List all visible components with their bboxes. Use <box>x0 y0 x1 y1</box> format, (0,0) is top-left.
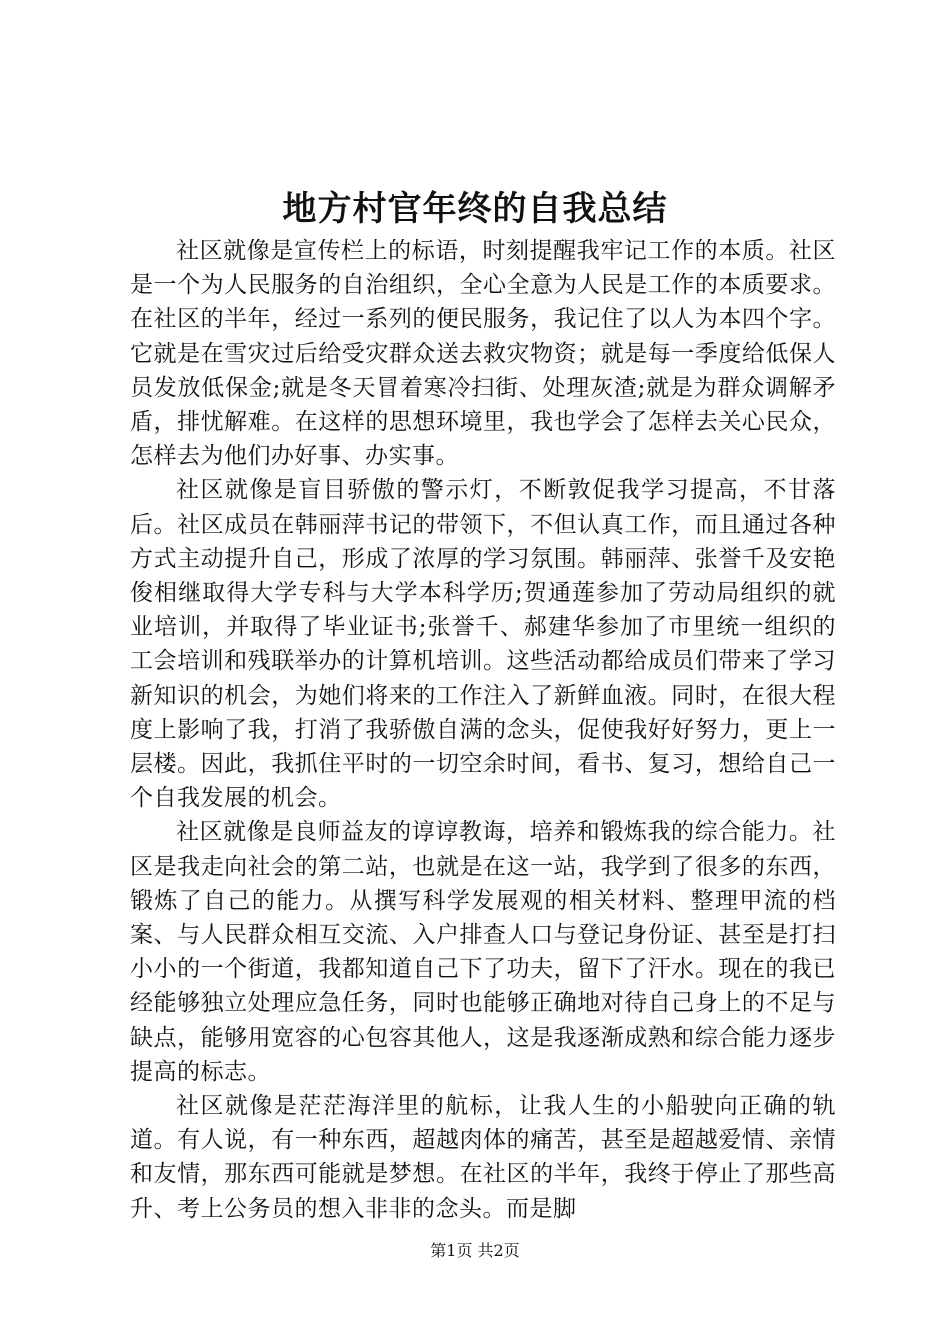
paragraph-4: 社区就像是茫茫海洋里的航标，让我人生的小船驶向正确的轨道。有人说，有一种东西，超越肉体的痛苦，甚至是超越爱情、亲情和友情，那东西可能就是梦想。在社区的半年，我终于停止了那些高升、考上公务员的想入非非的念头。而是脚 <box>130 1093 836 1222</box>
document-body <box>130 234 836 1226</box>
paragraph-2: 社区就像是盲目骄傲的警示灯，不断敦促我学习提高，不甘落后。社区成员在韩丽萍书记的带领下，不但认真工作，而且通过各种方式主动提升自己，形成了浓厚的学习氛围。韩丽萍、张誉千及安艳俊相继取得大学专科与大学本科学历;贺通莲参加了劳动局组织的就业培训，并取得了毕业证书;张誉千、郝建华参加了市里统一组织的工会培训和残联举办的计算机培训。这些活动都给成员们带来了学习新知识的机会，为她们将来的工作注入了新鲜血液。同时，在很大程度上影响了我，打消了我骄傲自满的念头，促使我好好努力，更上一层楼。因此，我抓住平时的一切空余时间，看书、复习，想给自己一个自我发展的机会。 <box>130 477 836 812</box>
document-title: 地方村官年终的自我总结 <box>282 189 668 229</box>
paragraph-1: 社区就像是宣传栏上的标语，时刻提醒我牢记工作的本质。社区是一个为人民服务的自治组织，全心全意为人民是工作的本质要求。在社区的半年，经过一系列的便民服务，我记住了以人为本四个字。它就是在雪灾过后给受灾群众送去救灾物资；就是每一季度给低保人员发放低保金;就是冬天冒着寒冷扫街、处理灰渣;就是为群众调解矛盾，排忧解难。在这样的思想环境里，我也学会了怎样去关心民众，怎样去为他们办好事、办实事。 <box>130 238 836 470</box>
paragraph-3: 社区就像是良师益友的谆谆教诲，培养和锻炼我的综合能力。社区是我走向社会的第二站，也就是在这一站，我学到了很多的东西，锻炼了自己的能力。从撰写科学发展观的相关材料、整理甲流的档案、与人民群众相互交流、入户排查人口与登记身份证、甚至是打扫小小的一个街道，我都知道自己下了功夫，留下了汗水。现在的我已经能够独立处理应急任务，同时也能够正确地对待自己身上的不足与缺点，能够用宽容的心包容其他人，这是我逐渐成熟和综合能力逐步提高的标志。 <box>130 819 836 1085</box>
page-number-footer: 第1页 共2页 <box>430 1241 520 1260</box>
